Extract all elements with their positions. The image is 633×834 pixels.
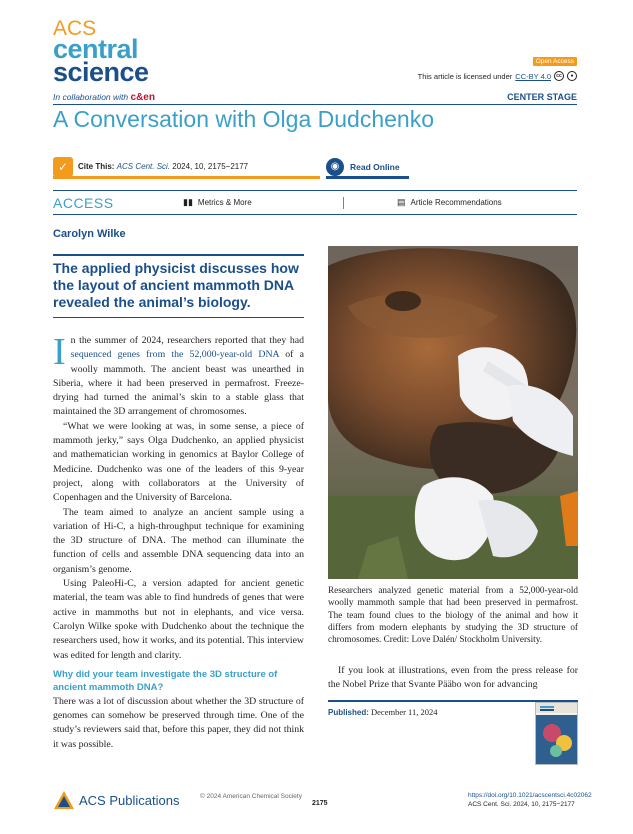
paragraph-4: Using PaleoHi-C, a version adapted for ancient genetic material, the team was able to find hundreds of genes that were active in mammoths but not in elephants, and vice versa. Carolyn Wilke spoke with Dudchenko about the technique the researchers used, how it works, and its potential. This interview was edited for length and clarity. [53, 578, 304, 661]
access-bar [53, 190, 577, 215]
journal-logo [53, 17, 149, 88]
license-prefix: This article is licensed under [417, 71, 513, 81]
sequenced-genes-link[interactable]: sequenced genes from the 52,000-year-old DNA [70, 349, 280, 361]
by-icon: ● [567, 71, 577, 81]
acs-publications-icon [53, 790, 75, 810]
p1-text-a: n the summer of 2024, researchers reported that they had [70, 335, 304, 346]
globe-icon: ◉ [326, 158, 344, 176]
access-divider [343, 197, 344, 209]
article-deck: The applied physicist discusses how the layout of ancient mammoth DNA revealed the animal’s biology. [53, 254, 304, 318]
metrics-label: Metrics & More [197, 198, 252, 207]
question-heading: Why did your team investigate the 3D structure of ancient mammoth DNA? [53, 668, 278, 693]
document-icon: ▤ [397, 197, 406, 207]
read-online-label: Read Online [350, 161, 400, 172]
body-column-left [53, 331, 304, 752]
collaboration-line [53, 92, 155, 103]
recommendations-label: Article Recommendations [410, 198, 502, 207]
collab-text: In collaboration with [53, 92, 129, 102]
license-link[interactable]: CC-BY 4.0 [515, 71, 551, 81]
mammoth-sample-photo [328, 246, 578, 579]
article-title: A Conversation with Olga Dudchenko [53, 106, 434, 132]
p1-text-b: of a woolly mammoth. The ancient beast was unearthed in Siberia, where it had been preserved in permafrost. Freeze-drying had turned the animal’s skin to a stable glass that maintained the 3D arrangement of chromosomes. [53, 349, 304, 418]
cite-journal: ACS Cent. Sci. [116, 162, 171, 171]
bar-chart-icon: ▮▮ [183, 197, 193, 207]
page-number: 2175 [312, 800, 328, 807]
access-label: ACCESS [53, 194, 114, 211]
checkmark-icon: ✓ [53, 157, 73, 177]
cite-this[interactable] [53, 157, 320, 179]
paragraph-1 [53, 331, 304, 420]
author-name: Carolyn Wilke [53, 228, 126, 240]
logo-central: central [53, 34, 139, 65]
paragraph-right: If you look at illustrations, even from the press release for the Nobel Prize that Svante Pääbo won for advancing [328, 665, 578, 691]
cite-details: 2024, 10, 2175−2177 [172, 162, 249, 171]
drop-cap: I [53, 331, 66, 373]
footer-citation [468, 791, 592, 809]
doi-link[interactable]: https://doi.org/10.1021/acscentsci.4c02062 [468, 792, 592, 799]
photo-caption: Researchers analyzed genetic material from a 52,000-year-old woolly mammoth sample that had been preserved in permafrost. The team found clues to the biology of the animal and how it differs from modern elephants by studying the 3D structure of chromosomes. Credit: Love Dalén/ Stockholm University. [328, 585, 578, 645]
footer-publisher [53, 790, 179, 810]
footer-copyright: © 2024 American Chemical Society [200, 793, 302, 800]
cite-text [78, 162, 248, 171]
publisher-name: ACS Publications [79, 792, 180, 808]
logo-acs: ACS [53, 17, 97, 40]
paragraph-3: The team aimed to analyze an ancient sample using a variation of Hi-C, a high-throughput technique for examining the 3D structure of DNA. The method can illuminate the function of cells and assemble DNA sequencing data into an organism’s genome. [53, 506, 304, 575]
paragraph-2: “What we were looking at was, in some sense, a piece of mammoth jerky,” says Olga Dudchenko, an applied physicist and mathematician working in genomics at Baylor College of Medicine. Dudchenko was one of the leaders of this 9-year project, along with collaborators at the University of Copenhagen and the University of Barcelona. [53, 420, 304, 504]
cc-icon: cc [554, 71, 564, 81]
published-line [328, 707, 438, 717]
logo-science: science [53, 57, 149, 88]
article-recommendations-link[interactable] [397, 197, 502, 208]
published-label: Published: [328, 708, 369, 717]
metrics-more-link[interactable] [183, 197, 343, 208]
answer-paragraph: There was a lot of discussion about whether the 3D structure of genomes can somehow be preserved through time. One of the study’s reviewers said that, before this paper, they did not think it was possible. [53, 695, 304, 750]
read-online-button[interactable] [326, 157, 409, 179]
section-label: CENTER STAGE [507, 92, 577, 102]
published-date: December 11, 2024 [371, 707, 438, 717]
journal-cover-thumbnail[interactable] [535, 702, 578, 765]
citation-text: ACS Cent. Sci. 2024, 10, 2175−2177 [468, 801, 575, 808]
open-access-badge: Open Access [533, 57, 577, 66]
license-line [418, 71, 577, 81]
header-divider [53, 104, 577, 105]
cen-logo: c&en [130, 92, 155, 103]
cite-label: Cite This: [78, 162, 115, 171]
